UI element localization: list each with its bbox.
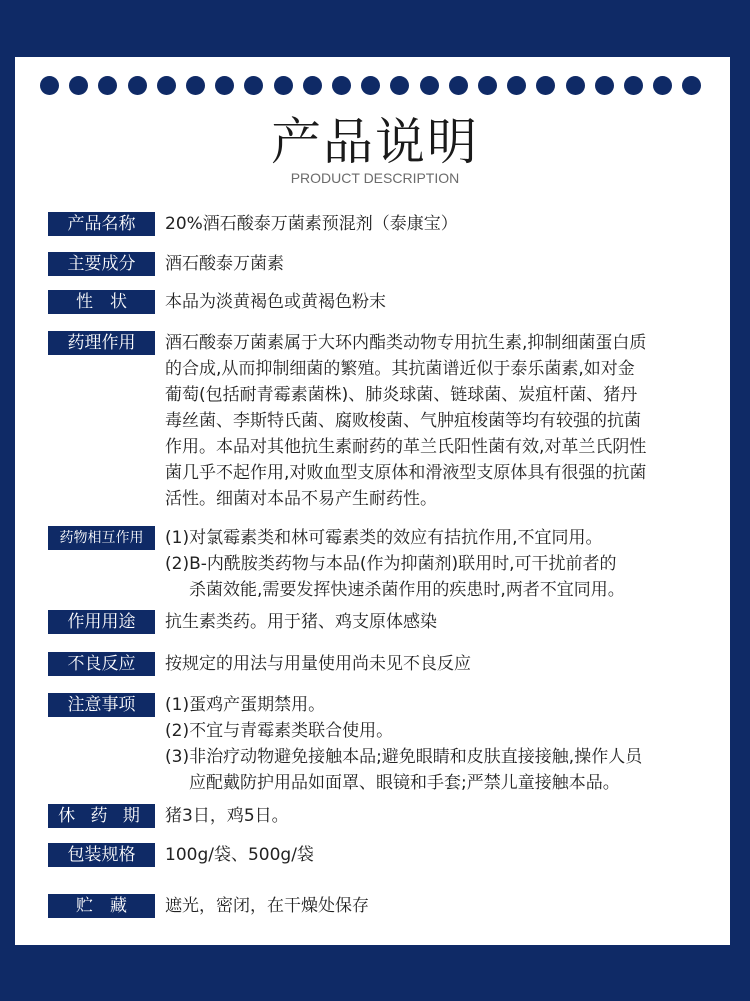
text-line: 杀菌效能,需要发挥快速杀菌作用的疾患时,两者不宜同用。 (189, 580, 625, 600)
binding-dot (624, 76, 643, 95)
binding-dot (303, 76, 322, 95)
binding-dot (653, 76, 672, 95)
text-line: (1)对氯霉素类和林可霉素类的效应有拮抗作用,不宜同用。 (165, 528, 603, 548)
text-line: (2)B-内酰胺类药物与本品(作为抑菌剂)联用时,可干扰前者的 (165, 554, 617, 574)
value-product-name (165, 211, 735, 237)
label-adverse-reactions: 不良反应 (48, 652, 155, 676)
value-indications (165, 609, 735, 635)
text-line: (3)非治疗动物避免接触本品;避免眼睛和皮肤直接接触,操作人员 (165, 747, 643, 767)
text-line: 抗生素类药。用于猪、鸡支原体感染 (165, 612, 437, 632)
text-line: 100g/袋、500g/袋 (165, 845, 314, 865)
binding-dot (566, 76, 585, 95)
text-line: 酒石酸泰万菌素 (165, 254, 284, 274)
value-drug-interactions (165, 525, 735, 603)
text-line: 的合成,从而抑制细菌的繁殖。其抗菌谱近似于泰乐菌素,如对金 (165, 359, 635, 379)
binding-dot (361, 76, 380, 95)
binding-dot (332, 76, 351, 95)
binding-dot (390, 76, 409, 95)
label-precautions: 注意事项 (48, 693, 155, 717)
value-package-spec (165, 842, 735, 868)
label-pharmacology: 药理作用 (48, 331, 155, 355)
text-line: 酒石酸泰万菌素属于大环内酯类动物专用抗生素,抑制细菌蛋白质 (165, 333, 647, 353)
binding-dot (98, 76, 117, 95)
binding-dot (507, 76, 526, 95)
binding-dot (157, 76, 176, 95)
text-line: 20%酒石酸泰万菌素预混剂（泰康宝） (165, 214, 458, 234)
value-pharmacology (165, 330, 735, 512)
label-withdrawal-period: 休 药 期 (48, 804, 155, 828)
binding-dot (40, 76, 59, 95)
text-line: 遮光，密闭，在干燥处保存 (165, 896, 369, 916)
binding-dot (244, 76, 263, 95)
label-main-ingredient: 主要成分 (48, 252, 155, 276)
text-line: 作用。本品对其他抗生素耐药的革兰氏阳性菌有效,对革兰氏阴性 (165, 437, 647, 457)
binding-dots (40, 76, 712, 98)
binding-dot (420, 76, 439, 95)
text-line: (2)不宜与青霉素类联合使用。 (165, 721, 394, 741)
binding-dot (215, 76, 234, 95)
label-storage: 贮 藏 (48, 894, 155, 918)
binding-dot (449, 76, 468, 95)
value-appearance (165, 289, 735, 315)
page-title: 产品说明 (271, 113, 479, 171)
value-withdrawal-period (165, 803, 735, 829)
binding-dot (128, 76, 147, 95)
value-precautions (165, 692, 735, 796)
label-product-name: 产品名称 (48, 212, 155, 236)
binding-dot (274, 76, 293, 95)
text-line: 按规定的用法与用量使用尚未见不良反应 (165, 654, 471, 674)
label-indications: 作用用途 (48, 610, 155, 634)
binding-dot (186, 76, 205, 95)
value-adverse-reactions (165, 651, 735, 677)
binding-dot (536, 76, 555, 95)
text-line: 本品为淡黄褐色或黄褐色粉末 (165, 292, 386, 312)
text-line: 活性。细菌对本品不易产生耐药性。 (165, 489, 437, 509)
text-line: 猪3日，鸡5日。 (165, 806, 289, 826)
text-line: 葡萄(包括耐青霉素菌株)、肺炎球菌、链球菌、炭疽杆菌、猪丹 (165, 385, 638, 405)
value-main-ingredient (165, 251, 735, 277)
text-line: 菌几乎不起作用,对败血型支原体和滑液型支原体具有很强的抗菌 (165, 463, 647, 483)
binding-dot (478, 76, 497, 95)
binding-dot (595, 76, 614, 95)
binding-dot (682, 76, 701, 95)
label-appearance: 性 状 (48, 290, 155, 314)
text-line: 毒丝菌、李斯特氏菌、腐败梭菌、气肿疽梭菌等均有较强的抗菌 (165, 411, 641, 431)
page-subtitle: PRODUCT DESCRIPTION (290, 170, 460, 186)
label-drug-interactions: 药物相互作用 (48, 526, 155, 550)
value-storage (165, 893, 735, 919)
text-line: 应配戴防护用品如面罩、眼镜和手套;严禁儿童接触本品。 (189, 773, 620, 793)
text-line: (1)蛋鸡产蛋期禁用。 (165, 695, 326, 715)
binding-dot (69, 76, 88, 95)
label-package-spec: 包装规格 (48, 843, 155, 867)
